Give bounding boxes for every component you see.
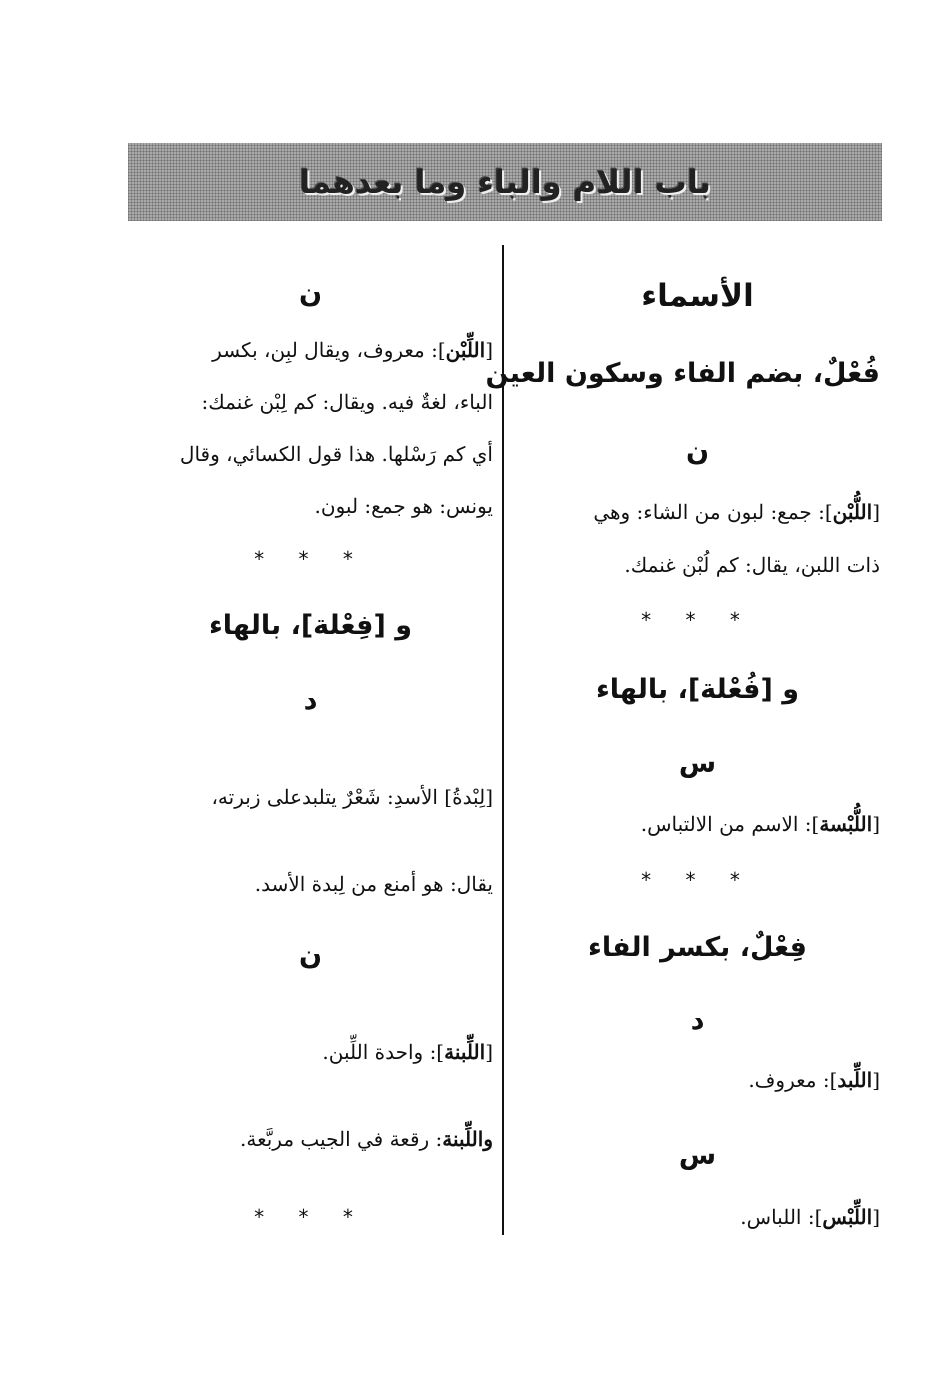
entry-libna: [اللِّبنة]: واحدة اللِّبن. — [322, 1040, 493, 1064]
separator-stars: * * * — [641, 868, 754, 892]
entry-headword: اللُّبْن — [832, 500, 873, 524]
entry-libn-line4: يونس: هو جمع: لبون. — [314, 494, 493, 518]
pattern-heading-fil: فِعْلٌ، بكسر الفاء — [588, 932, 807, 963]
entry-lubn-line1: [اللُّبْن]: جمع: لبون من الشاء: وهي — [593, 500, 880, 524]
entry-libs: [اللِّبْس]: اللباس. — [740, 1205, 880, 1229]
separator-stars: * * * — [254, 547, 367, 571]
pattern-heading-fuel: فُعْلٌ، بضم الفاء وسكون العين — [485, 358, 880, 389]
entry-lubn-line2: ذات اللبن، يقال: كم لُبْن غنمك. — [624, 553, 880, 577]
entry-libna-patch: واللِّبنة: رقعة في الجيب مربَّعة. — [240, 1127, 493, 1151]
chapter-title: باب اللام والباء وما بعدهما — [299, 163, 711, 201]
letter-heading-sin: س — [678, 1140, 717, 1171]
entry-libn-line2: الباء، لغةٌ فيه. ويقال: كم لِبْن غنمك: — [201, 390, 493, 414]
letter-heading-sin: س — [678, 748, 717, 779]
pattern-heading-fila: و [فِعْلة]، بالهاء — [208, 610, 412, 641]
separator-stars: * * * — [641, 608, 754, 632]
entry-headword: واللِّبنة — [442, 1127, 493, 1151]
entry-libda-line1: [لِبْدةُ] الأسدِ: شَعْرٌ يتلبدعلى زبرته، — [211, 785, 493, 809]
entry-headword: اللِّبْن — [445, 338, 486, 362]
entry-lubsa: [اللُّبْسة]: الاسم من الالتباس. — [640, 812, 880, 836]
letter-heading-nun: ن — [685, 436, 710, 467]
letter-heading-dal: د — [690, 1005, 705, 1036]
entry-headword: اللِّبنة — [444, 1040, 486, 1064]
entry-libda-line2: يقال: هو أمنع من لِبدة الأسد. — [254, 872, 493, 896]
letter-heading-nun: ن — [298, 278, 323, 309]
entry-headword: اللِّبْس — [822, 1205, 873, 1229]
chapter-banner — [128, 143, 882, 221]
entry-headword: اللِّبد — [837, 1068, 873, 1092]
letter-heading-dal: د — [303, 685, 318, 716]
separator-stars: * * * — [254, 1205, 367, 1229]
entry-libd: [اللِّبد]: معروف. — [748, 1068, 880, 1092]
entry-libn-line1: [اللِّبْن]: معروف، ويقال لبِن، بكسر — [212, 338, 493, 362]
section-title: الأسماء — [641, 278, 754, 314]
entry-headword: اللُّبْسة — [819, 812, 873, 836]
letter-heading-nun: ن — [298, 940, 323, 971]
column-divider — [502, 245, 504, 1235]
pattern-heading-fula: و [فُعْلة]، بالهاء — [595, 674, 799, 705]
entry-libn-line3: أي كم رَسْلها. هذا قول الكسائي، وقال — [179, 442, 493, 466]
